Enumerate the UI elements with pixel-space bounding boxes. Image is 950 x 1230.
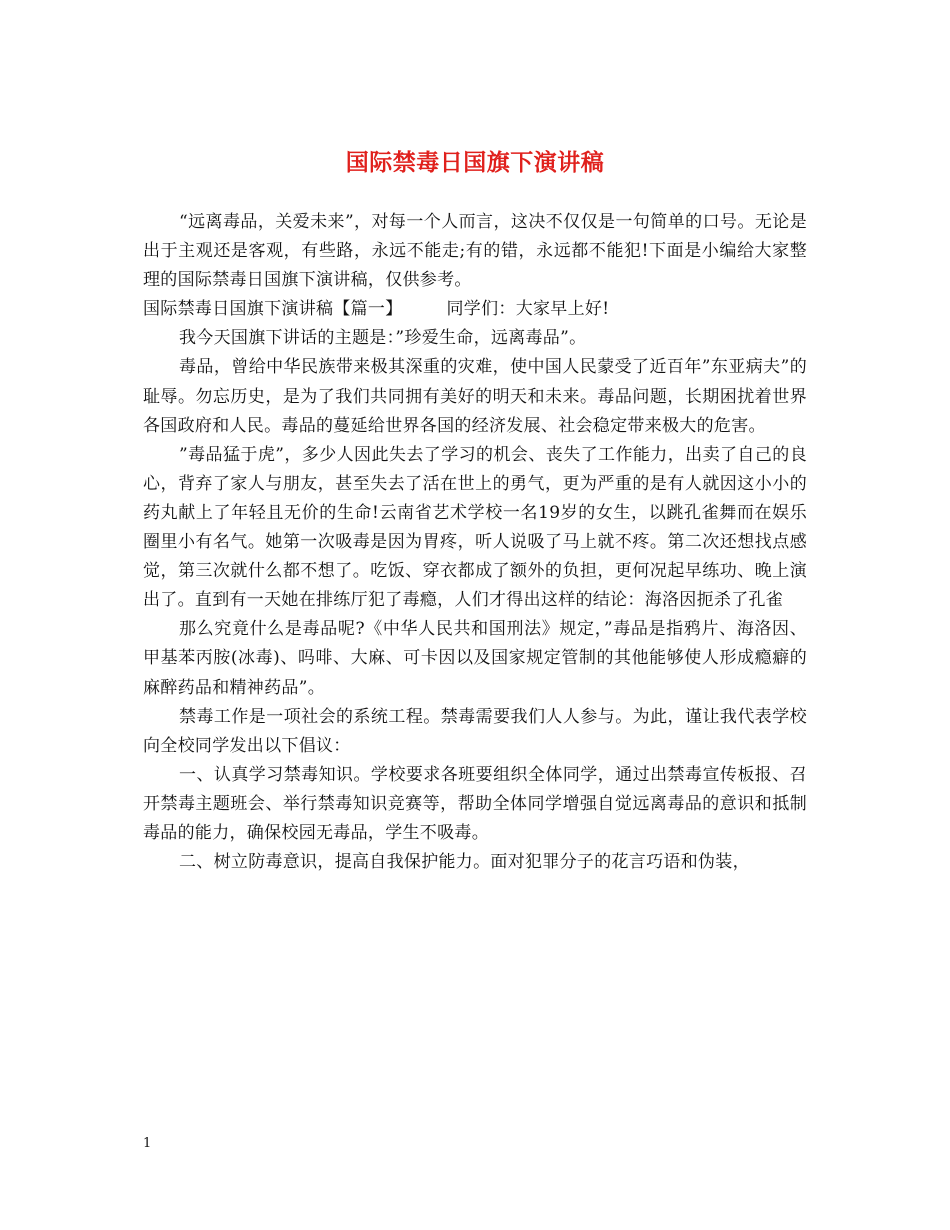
body-paragraph: 毒品，曾给中华民族带来极其深重的灾难，使中国人民蒙受了近百年”东亚病夫”的耻辱。勿忘历史，是为了我们共同拥有美好的明天和未来。毒品问题，长期困扰着世界各国政府和人民。毒品的蔓延给世界各国的经济发展、社会稳定带来极大的危害。: [143, 357, 807, 436]
greeting: 同学们：大家早上好!: [446, 299, 610, 320]
body-paragraph: 禁毒工作是一项社会的系统工程。禁毒需要我们人人参与。为此，谨让我代表学校向全校同学发出以下倡议：: [143, 706, 807, 756]
section-heading: 国际禁毒日国旗下演讲稿【篇一】: [143, 299, 403, 320]
body-paragraph: 二、树立防毒意识，提高自我保护能力。面对犯罪分子的花言巧语和伪装，: [179, 852, 750, 873]
section-heading-line: [143, 295, 807, 324]
body-paragraph: ”毒品猛于虎”，多少人因此失去了学习的机会、丧失了工作能力，出卖了自己的良心，背弃了家人与朋友，甚至失去了活在世上的勇气，更为严重的是有人就因这小小的药丸献上了年轻且无价的生命!云南省艺术学校一名19岁的女生，以跳孔雀舞而在娱乐圈里小有名气。她第一次吸毒是因为胃疼，听人说吸了马上就不疼。第二次还想找点感觉，第三次就什么都不想了。吃饭、穿衣都成了额外的负担，更何况起早练功、晚上演出了。直到有一天她在排练厅犯了毒瘾，人们才得出这样的结论：海洛因扼杀了孔雀: [143, 444, 807, 611]
document-title: 国际禁毒日国旗下演讲稿: [345, 150, 605, 177]
body-paragraph: 我今天国旗下讲话的主题是：”珍爱生命，远离毒品”。: [179, 328, 587, 349]
body-paragraph: 一、认真学习禁毒知识。学校要求各班要组织全体同学，通过出禁毒宣传板报、召开禁毒主题班会、举行禁毒知识竞赛等，帮助全体同学增强自觉远离毒品的意识和抵制毒品的能力，确保校园无毒品，学生不吸毒。: [143, 764, 807, 843]
body-paragraph: 那么究竟什么是毒品呢?《中华人民共和国刑法》规定，”毒品是指鸦片、海洛因、甲基苯丙胺(冰毒)、吗啡、大麻、可卡因以及国家规定管制的其他能够使人形成瘾癖的麻醉药品和精神药品”。: [143, 619, 807, 698]
page-number: 1: [143, 1136, 152, 1151]
document-body: [143, 208, 807, 877]
intro-paragraph: “远离毒品，关爱未来”，对每一个人而言，这决不仅仅是一句简单的口号。无论是出于主观还是客观，有些路，永远不能走;有的错，永远都不能犯!下面是小编给大家整理的国际禁毒日国旗下演讲稿，仅供参考。: [143, 212, 807, 291]
